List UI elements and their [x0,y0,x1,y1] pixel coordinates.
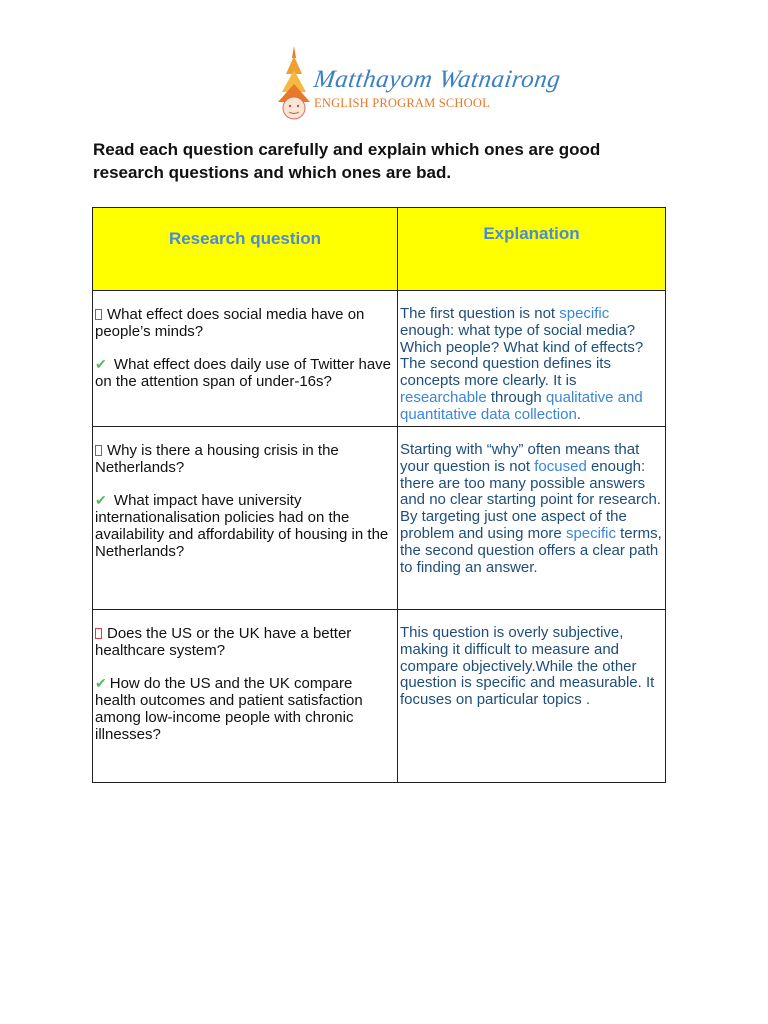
cross-box-icon [95,445,102,456]
header-research-question: Research question [93,208,398,291]
cross-box-icon [95,309,102,320]
question-cell [93,427,398,610]
bad-question: What effect does social media have on people’s minds? [95,306,365,340]
logo-script-text: Matthayom Watnairong [312,66,563,93]
table-header-row [93,208,666,291]
good-question: ✔ What effect does daily use of Twitter have on the attention span of under-16s? [95,356,392,390]
highlight-term: specific [565,524,616,542]
question-cell [93,291,398,427]
checkmark-icon: ✔ [95,356,107,372]
checkmark-icon: ✔ [95,492,107,508]
highlight-term: qualitative and quantitative data collection [400,388,643,423]
highlight-term: focused [534,457,587,475]
question-cell [93,610,398,783]
explanation-cell: The first question is not specific enough: what type of social media? Which people? What kind of effects? The second question defines its concepts more clearly. It is researchable through qualitative and quantitative data collection. [398,291,666,427]
highlight-term: researchable [400,388,487,406]
research-questions-table [92,207,666,783]
highlight-term: specific [559,305,610,322]
good-question: ✔ How do the US and the UK compare health outcomes and patient satisfaction among low-income people with chronic illnesses? [95,675,363,743]
cross-box-icon [95,628,102,639]
good-question: ✔ What impact have university internationalisation policies had on the availability and affordability of housing in the Netherlands? [95,492,389,560]
table-row [93,291,666,427]
bad-question: Does the US or the UK have a better healthcare system? [95,625,352,659]
instructions-heading: Read each question carefully and explain which ones are good research questions and which ones are bad. [93,140,601,182]
explanation-cell: Starting with “why” often means that your question is not focused enough: there are too many possible answers and no clear starting point for research. By targeting just one aspect of the problem and using more specific terms, the second question offers a clear path to finding an answer. [398,427,666,610]
bad-question: Why is there a housing crisis in the Netherlands? [95,442,339,476]
temple-crown-emblem-icon [276,44,312,122]
logo-subtitle: ENGLISH PROGRAM SCHOOL [314,96,490,110]
table-row [93,427,666,610]
header-explanation: Explanation [398,208,666,291]
checkmark-icon: ✔ [95,675,107,691]
table-row [93,610,666,783]
school-logo [276,44,563,122]
explanation-cell: This question is overly subjective, making it difficult to measure and compare objectively.While the other question is specific and measurable. It focuses on particular topics . [398,610,666,783]
